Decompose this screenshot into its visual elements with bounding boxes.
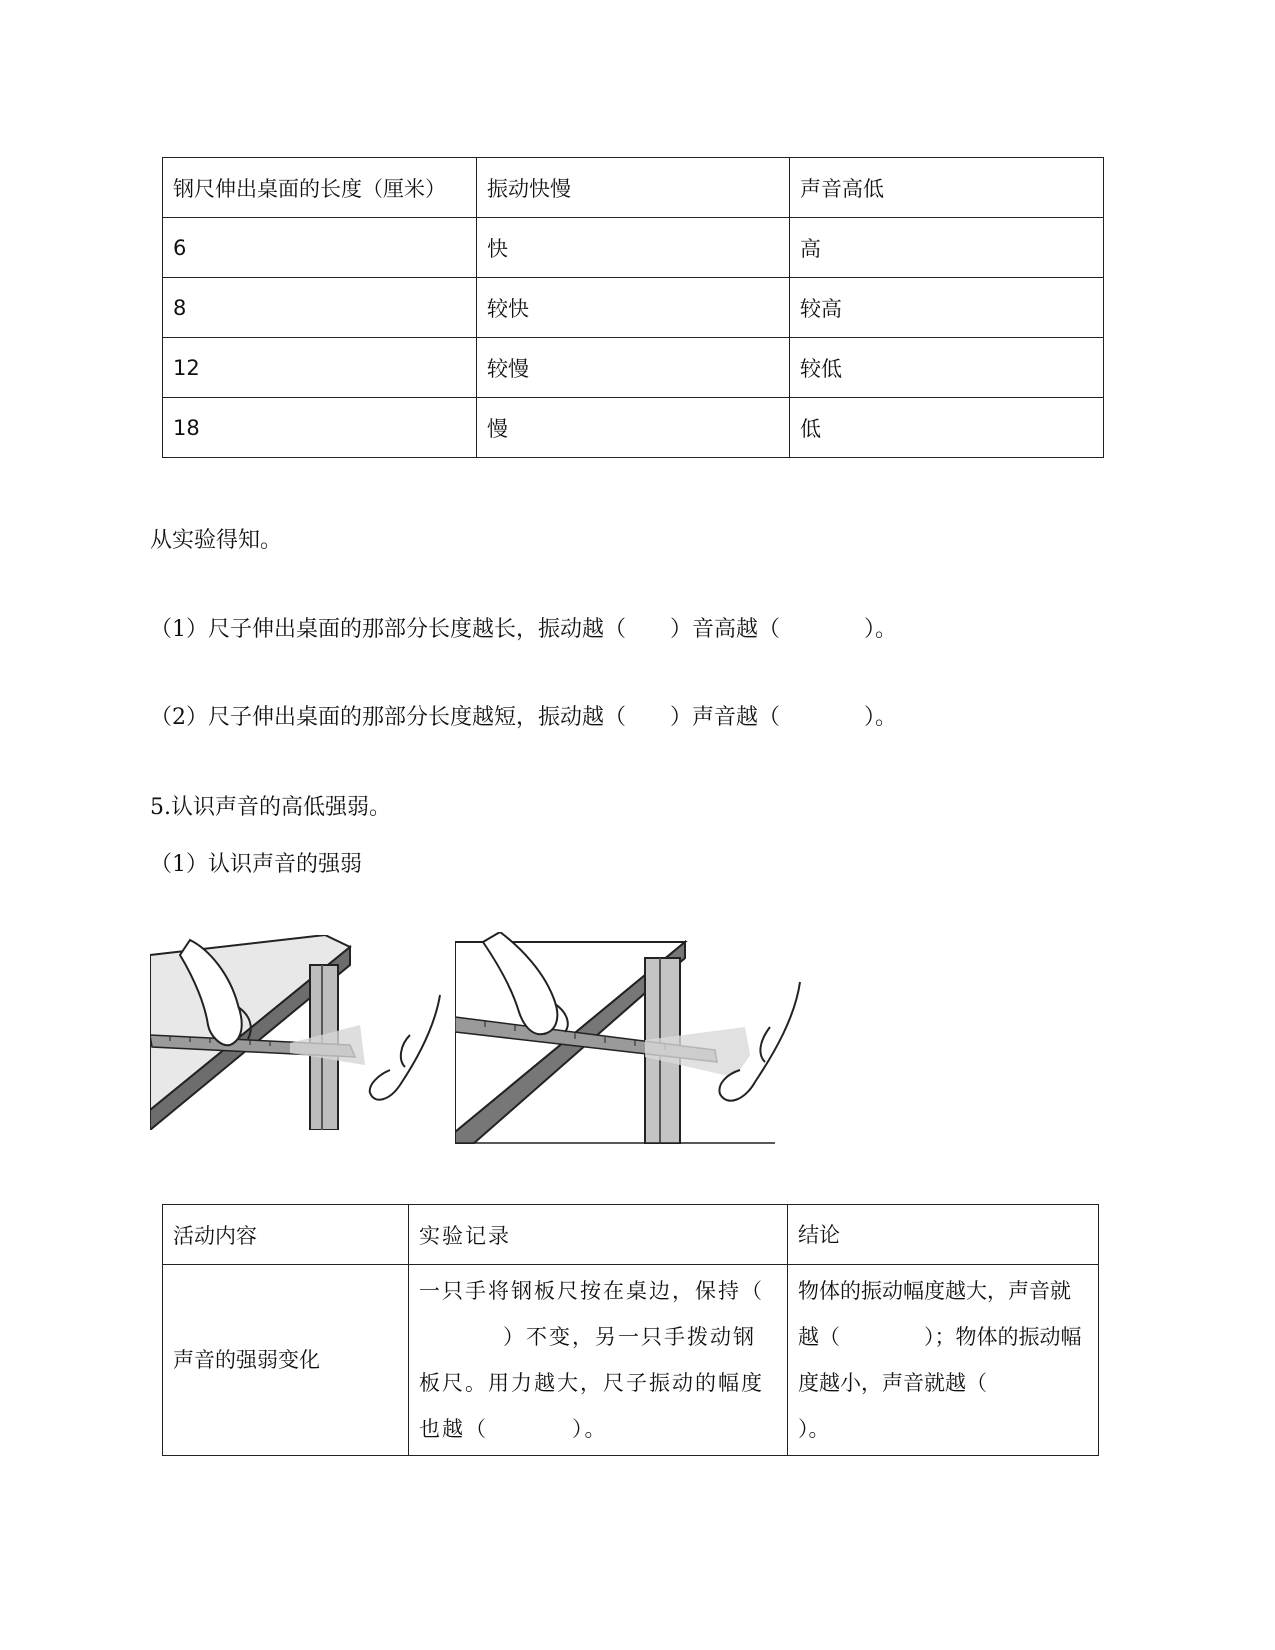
table-row	[163, 278, 1104, 338]
table-cell: 较慢	[477, 338, 790, 398]
table-cell: 高	[790, 218, 1104, 278]
question-2	[150, 700, 897, 731]
header-cell: 活动内容	[163, 1205, 409, 1265]
table-cell: 18	[163, 398, 477, 458]
conclusion-text: ）；物体的振动幅度越小，声音就越（	[798, 1325, 1082, 1395]
table-cell: 较低	[790, 338, 1104, 398]
conclusion-intro: 从实验得知。	[150, 528, 283, 553]
header-cell: 结论	[788, 1205, 1099, 1265]
table-header-row	[163, 1205, 1099, 1265]
header-cell: 声音高低	[790, 158, 1104, 218]
question-1	[150, 612, 897, 643]
record-text: ）不变，另一只手拨动钢板尺。用力越大，尺子振动的幅度也越（	[419, 1325, 764, 1441]
ruler-pluck-short-illustration-icon	[150, 935, 450, 1130]
loudness-activity-table	[162, 1204, 1099, 1456]
question-text: ）声音越（	[670, 705, 781, 730]
record-cell	[409, 1265, 788, 1456]
record-text: ）。	[572, 1417, 608, 1441]
question-text: ）。	[864, 617, 898, 642]
table-cell: 慢	[477, 398, 790, 458]
table-row	[163, 338, 1104, 398]
question-text: （1）尺子伸出桌面的那部分长度越长，振动越（	[150, 617, 626, 642]
table-row	[163, 218, 1104, 278]
conclusion-text: 物体的振动幅度越大，声音就越（	[798, 1279, 1071, 1349]
table-cell: 较快	[477, 278, 790, 338]
table-row	[163, 398, 1104, 458]
table-cell: 8	[163, 278, 477, 338]
table-cell: 低	[790, 398, 1104, 458]
table-cell: 12	[163, 338, 477, 398]
conclusion-cell	[788, 1265, 1099, 1456]
record-text: 一只手将钢板尺按在桌边，保持（	[419, 1279, 764, 1303]
section-heading: 5.认识声音的高低强弱。	[150, 795, 391, 820]
header-cell: 钢尺伸出桌面的长度（厘米）	[163, 158, 477, 218]
header-cell: 实验记录	[409, 1205, 788, 1265]
ruler-length-table	[162, 157, 1104, 458]
question-text: ）音高越（	[670, 617, 781, 642]
table-cell: 较高	[790, 278, 1104, 338]
question-text: （2）尺子伸出桌面的那部分长度越短，振动越（	[150, 705, 626, 730]
table-row	[163, 1265, 1099, 1456]
header-cell: 振动快慢	[477, 158, 790, 218]
table-cell: 快	[477, 218, 790, 278]
activity-cell: 声音的强弱变化	[163, 1265, 409, 1456]
ruler-pluck-long-illustration-icon	[455, 932, 805, 1144]
conclusion-text: ）。	[798, 1417, 830, 1441]
table-header-row	[163, 158, 1104, 218]
table-cell: 6	[163, 218, 477, 278]
subsection-heading: （1）认识声音的强弱	[150, 852, 362, 877]
question-text: ）。	[864, 705, 898, 730]
